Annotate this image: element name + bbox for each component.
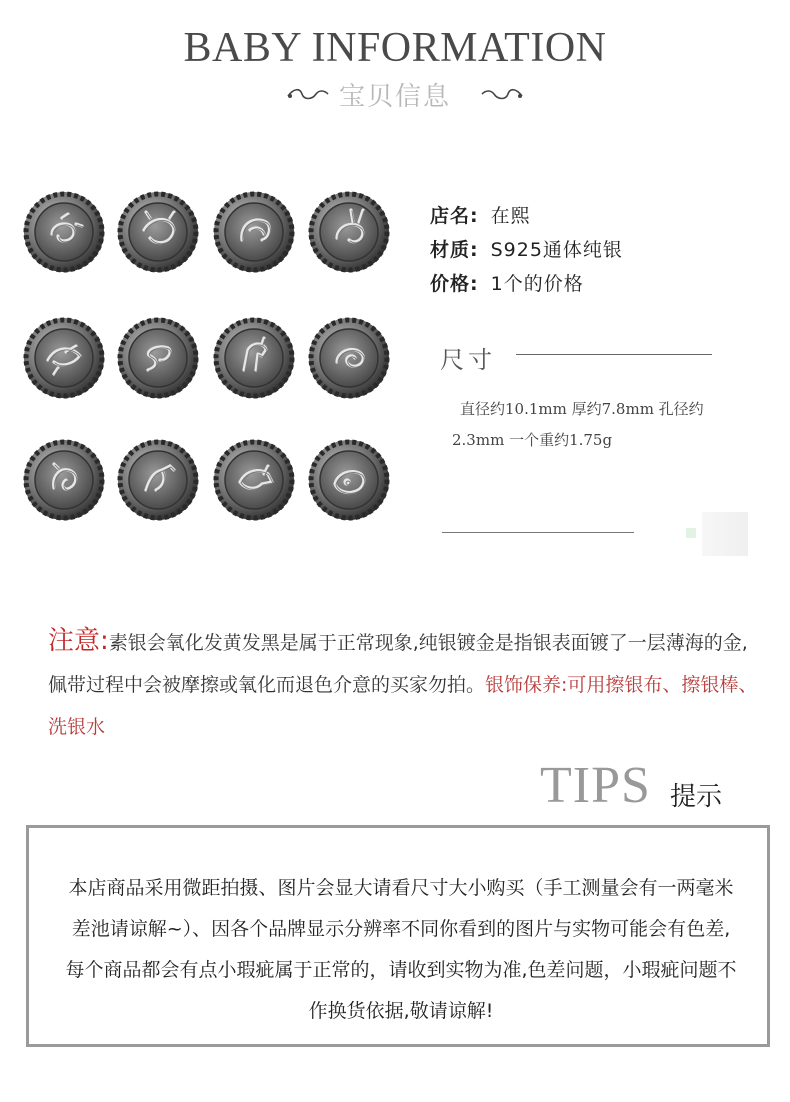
notice-body: 素银会氧化发黄发黑是属于正常现象,纯银镀金是指银表面镀了一层薄海的金,佩带过程中会被摩擦或氧化而退色介意的买家勿拍。 xyxy=(48,632,748,696)
size-description: 直径约10.1mm 厚约7.8mm 孔径约2.3mm 一个重约1.75g xyxy=(452,400,704,449)
ox-bead-icon xyxy=(116,190,200,274)
spec-value: S925通体纯银 xyxy=(490,239,623,261)
snake-bead-icon xyxy=(116,316,200,400)
size-divider xyxy=(516,354,712,355)
size-bottom-divider xyxy=(442,532,634,533)
goat-bead-icon xyxy=(307,316,391,400)
tips-text: 本店商品采用微距拍摄、图片会显大请看尺寸大小购买（手工测量会有一两毫米差池请谅解~）、因各个品牌显示分辨率不同你看到的图片与实物可能会有色差,每个商品都会有点小瑕疵属于正常的，请收到实物为准,色差问题，小瑕疵问题不作换货依据,敬请谅解! xyxy=(65,877,737,1022)
care-instructions: 银饰保养:可用擦银布、擦银棒、洗银水 xyxy=(48,674,758,738)
pig-bead-icon xyxy=(307,438,391,522)
rat-bead-icon xyxy=(22,190,106,274)
page-subtitle: 宝贝信息 xyxy=(338,82,451,112)
spec-row-shop xyxy=(430,201,531,228)
notice-label: 注意: xyxy=(48,626,109,656)
tips-box xyxy=(26,825,770,1047)
right-swirl-ornament-icon xyxy=(480,86,524,102)
dragon-bead-icon xyxy=(22,316,106,400)
tips-subtitle: 提示 xyxy=(670,782,723,812)
tips-title: TIPS xyxy=(540,757,651,814)
dog-bead-icon xyxy=(212,438,296,522)
rabbit-bead-icon xyxy=(307,190,391,274)
notice-block xyxy=(48,620,760,748)
spec-value: 1个的价格 xyxy=(490,273,584,295)
page-title: BABY INFORMATION xyxy=(183,25,607,71)
horse-bead-icon xyxy=(212,316,296,400)
product-image-grid xyxy=(22,190,402,520)
spec-key: 材质: xyxy=(430,239,479,261)
spec-row-material xyxy=(430,235,623,262)
decorative-dot xyxy=(686,528,696,538)
size-heading: 尺寸 xyxy=(440,346,496,374)
monkey-bead-icon xyxy=(22,438,106,522)
tiger-bead-icon xyxy=(212,190,296,274)
spec-key: 价格: xyxy=(430,273,479,295)
spec-value: 在熙 xyxy=(490,205,531,227)
spec-row-price xyxy=(430,269,584,296)
decorative-block xyxy=(702,512,748,556)
spec-key: 店名: xyxy=(430,205,479,227)
rooster-bead-icon xyxy=(116,438,200,522)
